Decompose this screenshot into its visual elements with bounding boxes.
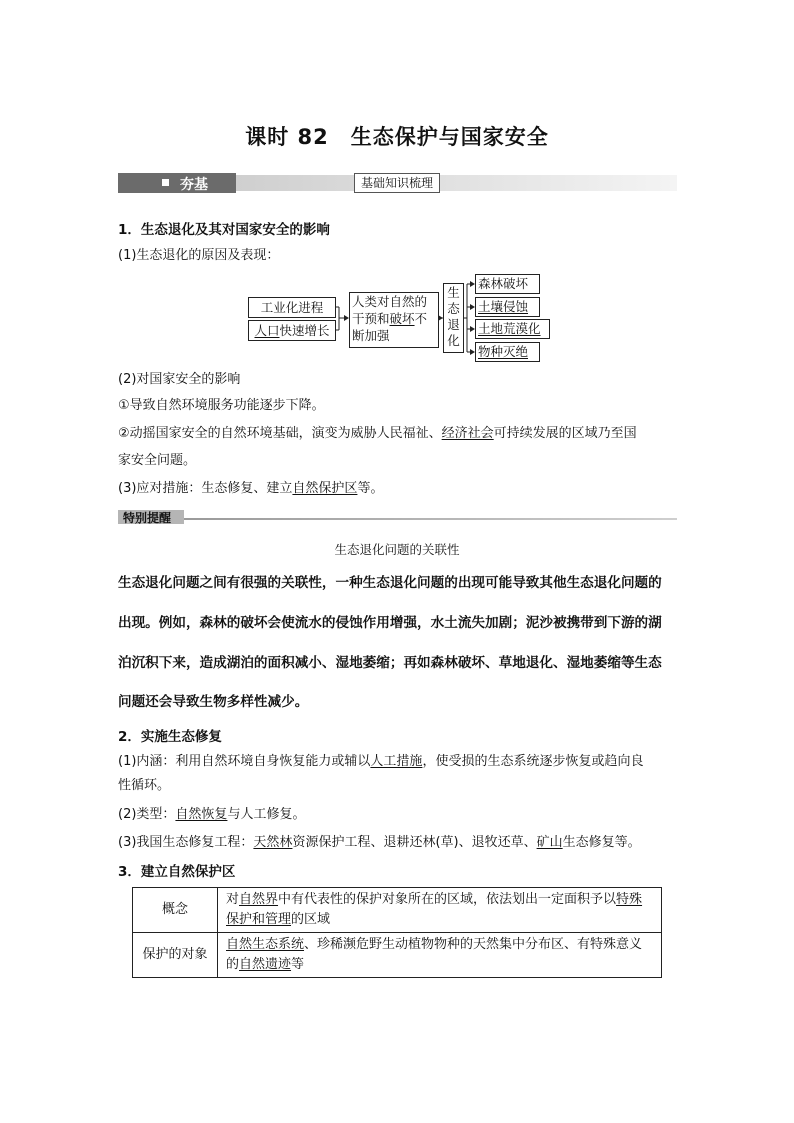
box-line bbox=[352, 310, 438, 327]
vertical-char: 化 bbox=[447, 333, 460, 348]
banner-sub-label: 基础知识梳理 bbox=[354, 173, 440, 193]
page-title: 课时 82 生态保护与国家安全 bbox=[245, 125, 549, 149]
underlined-term: 矿山 bbox=[536, 835, 563, 850]
cause-box bbox=[248, 320, 336, 341]
text-span: 、珍稀濒危野生动植物物种的天然集中分布区、有特殊意义的 bbox=[226, 937, 643, 972]
underlined-term: 自然生态系统 bbox=[226, 937, 305, 952]
paragraph: (2)对国家安全的影响 bbox=[118, 372, 241, 387]
reminder-tag-label: 特别提醒 bbox=[123, 511, 172, 525]
reminder-line: 出现。例如，森林的破坏会使流水的侵蚀作用增强，水土流失加剧；泥沙被携带到下游的湖 bbox=[118, 615, 662, 631]
text-span: (2)类型： bbox=[118, 807, 176, 822]
underlined-term: 自然恢复 bbox=[175, 807, 228, 822]
banner-label: 夯基 bbox=[180, 177, 208, 193]
text-span: 不 bbox=[414, 311, 428, 326]
underlined-term: 土地荒漠化 bbox=[478, 321, 541, 336]
paragraph: (1)生态退化的原因及表现： bbox=[118, 248, 280, 263]
paragraph: 性循环。 bbox=[118, 778, 171, 793]
reminder-line: 生态退化问题之间有很强的关联性，一种生态退化问题的出现可能导致其他生态退化问题的 bbox=[118, 575, 662, 591]
text-span: 生态修复等。 bbox=[562, 835, 641, 850]
underlined-term: 物种灭绝 bbox=[478, 344, 529, 359]
text-span: 资源保护工程、退耕还林(草)、退牧还草、 bbox=[292, 835, 537, 850]
text-span: ②动摇国家安全的自然环境基础，演变为威胁人民福祉、 bbox=[118, 426, 442, 441]
underlined-term: 人口 bbox=[254, 323, 280, 338]
underlined-term: 人工措施 bbox=[370, 754, 423, 769]
reminder-rule bbox=[184, 518, 677, 520]
vertical-char: 生 bbox=[447, 285, 460, 300]
text-span: (1)内涵：利用自然环境自身恢复能力或辅以 bbox=[118, 754, 371, 769]
text-span: 干预和 bbox=[352, 311, 390, 326]
paragraph bbox=[118, 833, 641, 853]
reminder-title: 生态退化问题的关联性 bbox=[334, 542, 460, 557]
table-key-cell: 保护的对象 bbox=[133, 933, 218, 978]
section-1-heading: 1．生态退化及其对国家安全的影响 bbox=[118, 222, 330, 238]
text-span: ，使受损的生态系统逐步恢复或趋向良 bbox=[422, 754, 644, 769]
underlined-term: 破坏 bbox=[389, 311, 415, 326]
result-box bbox=[475, 297, 540, 317]
text-span: 中有代表性的保护对象所在的区域，依法划出一定面积予以 bbox=[278, 892, 617, 907]
reminder-line: 问题还会导致生物多样性减少。 bbox=[118, 694, 309, 710]
section-3-heading: 3．建立自然保护区 bbox=[118, 864, 236, 880]
text-span: 对 bbox=[226, 892, 240, 907]
text-span: 的区域 bbox=[291, 912, 331, 927]
box-line: 断加强 bbox=[352, 328, 390, 343]
underlined-term: 自然遗迹 bbox=[239, 957, 292, 972]
table-value-cell bbox=[218, 933, 662, 978]
special-reminder-bar bbox=[118, 510, 677, 524]
paragraph bbox=[118, 805, 305, 825]
text-span: 等。 bbox=[357, 481, 384, 496]
text-span: (3)应对措施：生态修复、建立 bbox=[118, 481, 293, 496]
underlined-term: 土壤侵蚀 bbox=[478, 299, 529, 314]
degradation-box bbox=[443, 283, 464, 353]
paragraph: ①导致自然环境服务功能逐步下降。 bbox=[118, 398, 325, 413]
text-span: (3)我国生态修复工程： bbox=[118, 835, 254, 850]
paragraph: 家安全问题。 bbox=[118, 453, 197, 468]
underlined-term: 天然林 bbox=[253, 835, 293, 850]
vertical-char: 态 bbox=[447, 301, 460, 316]
nature-reserve-table bbox=[132, 887, 662, 978]
result-box bbox=[475, 319, 550, 339]
result-box: 森林破坏 bbox=[475, 274, 540, 294]
underlined-term: 自然保护区 bbox=[292, 481, 358, 496]
paragraph bbox=[118, 479, 383, 499]
text-span: 等 bbox=[291, 957, 305, 972]
table-row bbox=[133, 888, 662, 933]
table-key-cell: 概念 bbox=[133, 888, 218, 933]
cause-box: 工业化进程 bbox=[248, 297, 336, 318]
box-line: 人类对自然的 bbox=[352, 294, 428, 309]
table-row bbox=[133, 933, 662, 978]
table-value-cell bbox=[218, 888, 662, 933]
paragraph bbox=[118, 752, 643, 772]
section-2-heading: 2．实施生态修复 bbox=[118, 729, 222, 745]
text-span: 快速增长 bbox=[279, 323, 330, 338]
underlined-term: 经济社会 bbox=[441, 426, 494, 441]
reminder-line: 泊沉积下来，造成湖泊的面积减小、湿地萎缩；再如森林破坏、草地退化、湿地萎缩等生态 bbox=[118, 655, 662, 671]
vertical-char: 退 bbox=[447, 317, 460, 332]
paragraph bbox=[118, 424, 637, 444]
underlined-term: 特殊保护和管理 bbox=[226, 892, 643, 927]
result-box bbox=[475, 342, 540, 362]
underlined-term: 自然界 bbox=[239, 892, 279, 907]
human-impact-box bbox=[349, 292, 439, 348]
text-span: 可持续发展的区域乃至国 bbox=[493, 426, 637, 441]
text-span: 与人工修复。 bbox=[227, 807, 306, 822]
reminder-tag bbox=[118, 510, 184, 524]
